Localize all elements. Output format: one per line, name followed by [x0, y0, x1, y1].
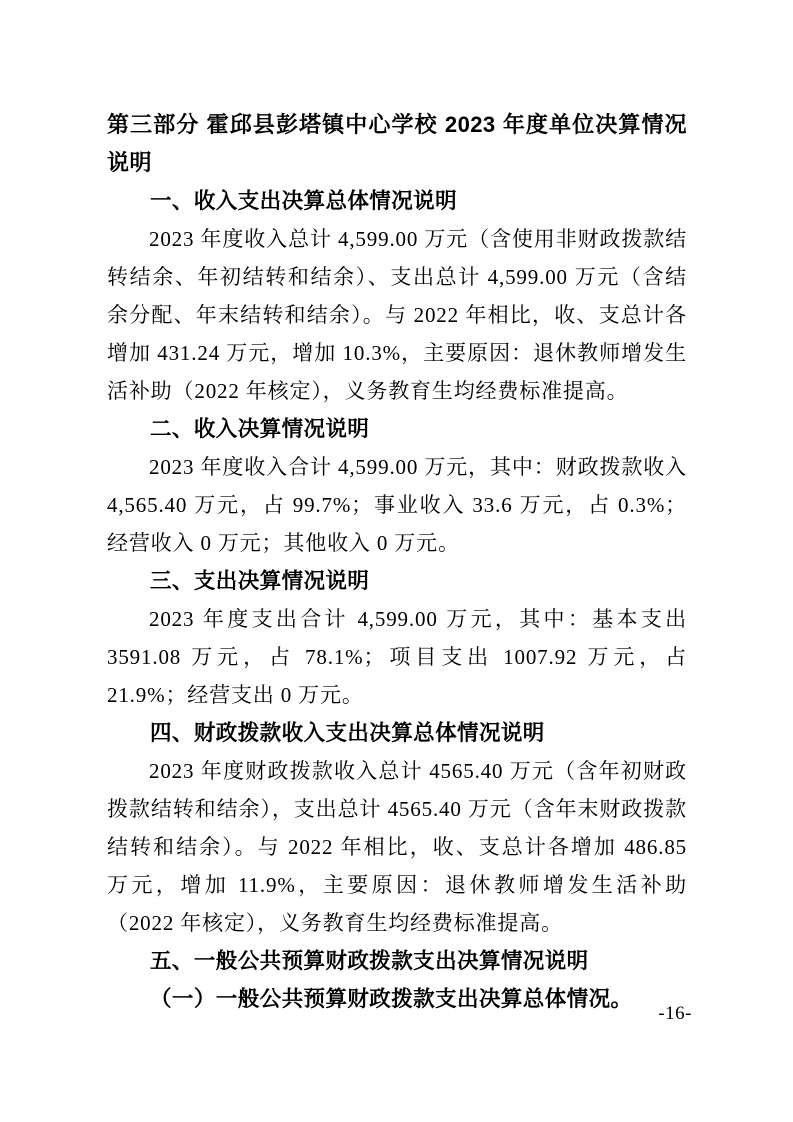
document-content: [107, 106, 687, 1018]
section-subheading: （一）一般公共预算财政拨款支出决算总体情况。: [150, 987, 633, 1011]
section-heading: 一、收入支出决算总体情况说明: [150, 189, 458, 213]
document-title: 第三部分 霍邱县彭塔镇中心学校 2023 年度单位决算情况说明: [107, 112, 687, 175]
document-body: [107, 182, 687, 1018]
section-heading: 五、一般公共预算财政拨款支出决算情况说明: [150, 949, 589, 973]
body-paragraph: 2023 年度收入总计 4,599.00 万元（含使用非财政拨款结转结余、年初结转和结余）、支出总计 4,599.00 万元（含结余分配、年末结转和结余）。与 2022 年相比，收、支总计各增加 431.24 万元，增加 10.3%，主要原因：退休教师增发生活补助（2022 年核定），义务教育生均经费标准提高。: [107, 227, 687, 403]
section-heading: 三、支出决算情况说明: [150, 569, 370, 593]
body-paragraph: 2023 年度收入合计 4,599.00 万元，其中：财政拨款收入 4,565.40 万元，占 99.7%；事业收入 33.6 万元，占 0.3%；经营收入 0 万元；其他收入 0 万元。: [107, 455, 687, 555]
page-number: -16-: [658, 1003, 692, 1024]
section-heading: 二、收入决算情况说明: [150, 417, 370, 441]
section-heading: 四、财政拨款收入支出决算总体情况说明: [150, 721, 545, 745]
body-paragraph: 2023 年度财政拨款收入总计 4565.40 万元（含年初财政拨款结转和结余），支出总计 4565.40 万元（含年末财政拨款结转和结余）。与 2022 年相比，收、支总计各增加 486.85 万元，增加 11.9%，主要原因：退休教师增发生活补助（2022 年核定），义务教育生均经费标准提高。: [107, 759, 687, 935]
body-paragraph: 2023 年度支出合计 4,599.00 万元，其中：基本支出 3591.08 万元，占 78.1%；项目支出 1007.92 万元，占 21.9%；经营支出 0 万元。: [107, 607, 687, 707]
